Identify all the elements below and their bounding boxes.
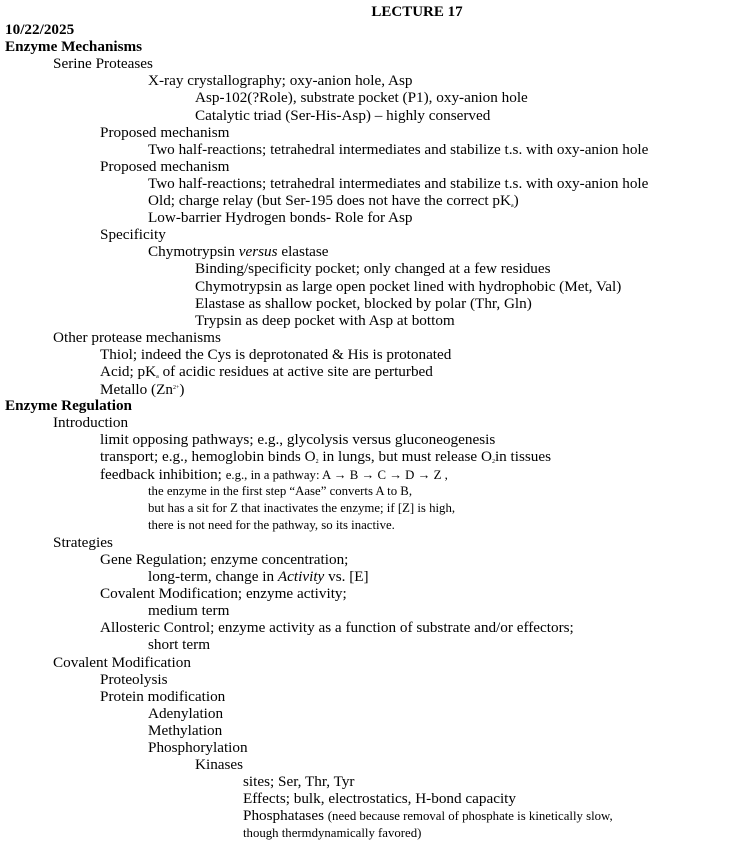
outline-item (0, 192, 739, 209)
outline-item (0, 585, 739, 602)
outline-item (0, 448, 739, 465)
outline-text: in tissues (494, 448, 552, 466)
outline-text: ) (513, 192, 519, 210)
outline-item (0, 278, 739, 295)
outline-text: Acid; pK (100, 362, 157, 380)
outline-item (0, 739, 739, 756)
outline-item (0, 329, 739, 346)
section-heading (0, 38, 739, 55)
outline-text: limit opposing pathways; e.g., glycolysis versus gluconeogenesis (100, 431, 496, 449)
outline-text: Introduction (53, 414, 129, 432)
outline-item (0, 380, 739, 397)
outline-item (0, 534, 739, 551)
outline-text: Gene Regulation; enzyme concentration; (100, 551, 349, 568)
outline-text: Trypsin as deep pocket with Asp at bottom (195, 311, 455, 329)
outline-text: in lungs, but must release O (318, 448, 492, 466)
outline-text: elastase (277, 243, 329, 261)
outline-text: Other protease mechanisms (53, 328, 221, 346)
outline-text: sites; Ser, Thr, Tyr (243, 773, 355, 791)
outline-text: medium term (148, 602, 230, 620)
outline-text: Two half-reactions; tetrahedral intermediates and stabilize t.s. with oxy-anion hole (148, 174, 649, 192)
outline-text: Effects; bulk, electrostatics, H-bond capacity (243, 790, 516, 808)
outline-text: short term (148, 636, 211, 654)
outline-text: Catalytic triad (Ser-His-Asp) – highly conserved (195, 106, 491, 124)
outline-text: Binding/specificity pocket; only changed at a few residues (195, 260, 551, 278)
outline-text: Enzyme Mechanisms (5, 38, 143, 56)
outline-item (0, 175, 739, 192)
outline-text: Enzyme Regulation (5, 397, 132, 415)
outline-text: transport; e.g., hemoglobin binds O (100, 448, 316, 466)
outline-text: Serine Proteases (53, 55, 153, 73)
outline-text: Strategies (53, 533, 113, 551)
outline-text: 2+ (172, 385, 180, 392)
outline-text: Proposed mechanism (100, 157, 230, 175)
outline-text: Specificity (100, 226, 166, 244)
outline-item (0, 295, 739, 312)
outline-item (0, 654, 739, 671)
outline-item (0, 705, 739, 722)
outline-item (0, 124, 739, 141)
outline-item (0, 466, 739, 483)
outline-item (0, 500, 739, 517)
outline-text: Chymotrypsin (148, 243, 239, 261)
outline-text: Allosteric Control; enzyme activity as a function of substrate and/or effectors; (100, 619, 574, 637)
outline-text: a (156, 373, 159, 380)
outline-item (0, 517, 739, 534)
outline-text: Chymotrypsin as large open pocket lined with hydrophobic (Met, Val) (195, 277, 622, 295)
section-heading (0, 21, 739, 38)
outline-item (0, 722, 739, 739)
outline-item (0, 825, 739, 842)
outline-item (0, 431, 739, 448)
outline-text: versus (238, 243, 278, 261)
outline-item (0, 773, 739, 790)
outline-text: 10/22/2025 (5, 21, 75, 39)
outline-item (0, 636, 739, 653)
outline-text: though thermdynamically favored) (243, 825, 422, 840)
section-heading (0, 397, 739, 414)
lecture-notes-document (0, 4, 739, 842)
outline-text: Methylation (148, 721, 223, 739)
outline-text: Low-barrier Hydrogen bonds- Role for Asp (148, 209, 413, 227)
outline-text: Metallo (Zn (100, 381, 173, 399)
outline-text: Covalent Modification (53, 653, 191, 671)
lecture-title: LECTURE 17 (371, 4, 463, 20)
outline-item (0, 226, 739, 243)
outline-item (0, 807, 739, 824)
outline-text: Proposed mechanism (100, 123, 230, 141)
outline-text: vs. [E] (324, 568, 369, 586)
outline-item (0, 346, 739, 363)
outline-item (0, 483, 739, 500)
outline-text: (need because removal of phosphate is kinetically slow, (327, 809, 613, 824)
outline-item (0, 158, 739, 175)
outline-text: Two half-reactions; tetrahedral intermediates and stabilize t.s. with oxy-anion hole (148, 140, 649, 158)
outline-text: Proteolysis (100, 670, 168, 688)
outline-item (0, 260, 739, 277)
outline-text: Phosphorylation (148, 739, 248, 757)
outline-item (0, 107, 739, 124)
outline-item (0, 312, 739, 329)
outline-text: Elastase as shallow pocket, blocked by polar (Thr, Gln) (195, 294, 532, 312)
outline-text: but has a sit for Z that inactivates the enzyme; if [Z] is high, (148, 500, 456, 515)
outline-text: Covalent Modification; enzyme activity; (100, 585, 347, 603)
outline-text: Activity (277, 568, 325, 586)
outline-item (0, 243, 739, 260)
outline-item (0, 363, 739, 380)
outline-item (0, 414, 739, 431)
outline-text: 2 (491, 459, 495, 466)
outline-item (0, 790, 739, 807)
outline-item (0, 688, 739, 705)
outline-item (0, 602, 739, 619)
outline-item (0, 72, 739, 89)
outline-text: Adenylation (148, 704, 224, 722)
outline-item (0, 619, 739, 636)
outline-body (0, 21, 739, 842)
outline-item (0, 756, 739, 773)
outline-text: ) (179, 381, 185, 399)
outline-text: a (510, 203, 514, 210)
outline-text: there is not need for the pathway, so its inactive. (148, 517, 395, 532)
outline-text: 2 (315, 459, 319, 466)
outline-text: Old; charge relay (but Ser-195 does not have the correct pK (148, 192, 511, 210)
outline-text: Thiol; indeed the Cys is deprotonated & His is protonated (100, 345, 452, 363)
outline-item (0, 568, 739, 585)
outline-item (0, 141, 739, 158)
outline-item (0, 89, 739, 106)
outline-text: X-ray crystallography; oxy-anion hole, Asp (148, 72, 413, 90)
outline-text: Phosphatases (243, 807, 328, 825)
outline-text: feedback inhibition; (100, 465, 226, 483)
outline-item (0, 551, 739, 568)
outline-item (0, 209, 739, 226)
outline-text: e.g., in a pathway: A → B → C → D → Z , (225, 467, 448, 482)
outline-item (0, 55, 739, 72)
outline-text: Asp-102(?Role), substrate pocket (P1), oxy-anion hole (195, 89, 528, 107)
outline-item (0, 671, 739, 688)
outline-text: of acidic residues at active site are perturbed (158, 362, 433, 380)
outline-text: long-term, change in (148, 568, 278, 586)
outline-text: Kinases (195, 756, 244, 774)
outline-text: the enzyme in the first step “Aase” converts A to B, (148, 483, 413, 498)
outline-text: Protein modification (100, 687, 226, 705)
